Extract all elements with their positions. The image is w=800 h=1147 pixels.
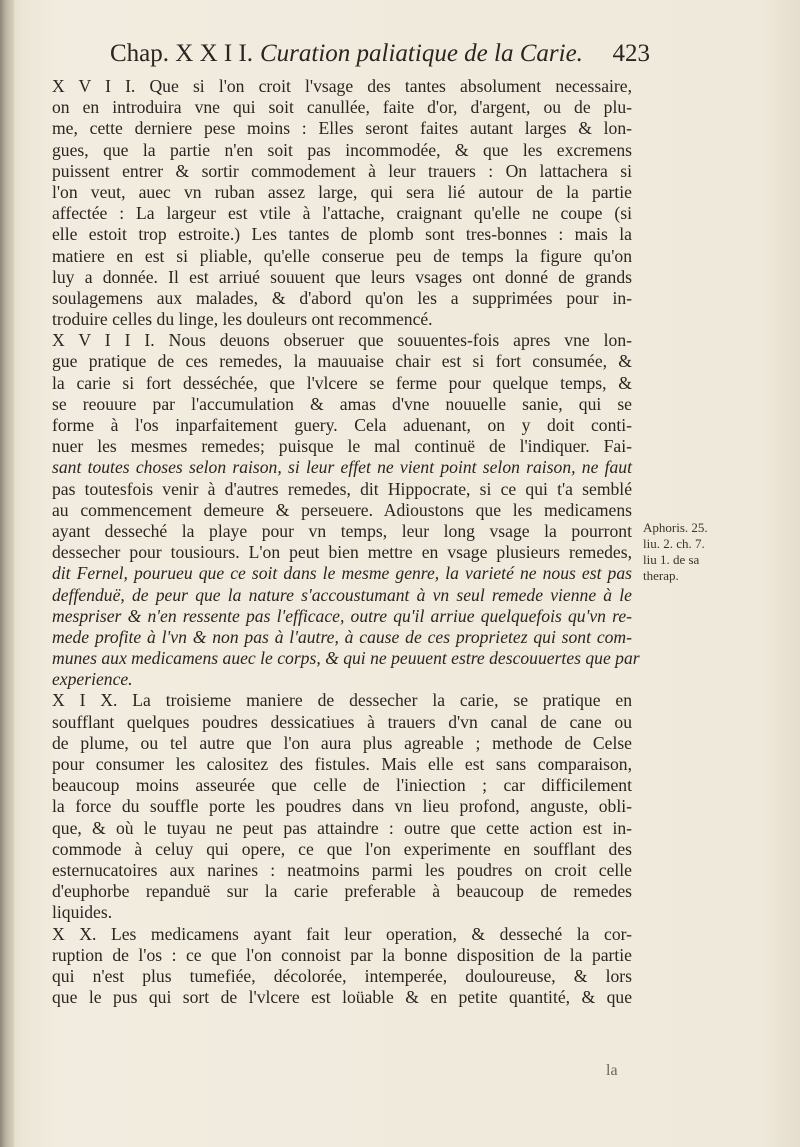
text-line: esternucatoires aux narines : neatmoins parmi les poudres on croit celle: [52, 859, 632, 880]
text-line: la force du souffle porte les poudres dans vn lieu profond, angustе, obli-: [52, 796, 632, 817]
text-line: puissent entrer & sortir commodement à leur trauers : On lattachera si: [52, 160, 632, 181]
body-text: [52, 76, 640, 1008]
margin-note-line: Aphoris. 25.: [643, 520, 708, 535]
text-line: liquides.: [52, 902, 113, 923]
text-line: commode à celuy qui opere, ce que l'on experimente en soufflant des: [52, 838, 632, 859]
text-line: mespriser & n'en ressente pas l'efficace, outre qu'il arriue quelquefois qu'vn re-: [52, 605, 632, 626]
text-line: affectée : La largeur est vtile à l'attache, craignant qu'elle ne coupe (si: [52, 203, 632, 224]
margin-note-line: liu 1. de sa: [643, 552, 700, 567]
text-line: au commencement demeure & perseuere. Adioustons que les medicamens: [52, 499, 632, 520]
text-line: que le pus qui sort de l'vlcere est loüable & en petite quantité, & que: [52, 987, 632, 1008]
text-line: troduire celles du linge, les douleurs ont recommencé.: [52, 309, 433, 330]
chapter-label: Chap. X X I I.: [110, 40, 254, 67]
text-line: de plume, ou tel autre que l'on aura plus agreable ; methode de Celse: [52, 732, 632, 753]
page-number: 423: [612, 40, 650, 67]
text-line: luy a donnée. Il est arriué souuent que leurs vsages ont donné de grands: [52, 266, 632, 287]
margin-note-line: therap.: [643, 568, 679, 583]
text-line: pas toutesfois venir à d'autres remedes, dit Hippocrate, si ce qui t'a semblé: [52, 478, 632, 499]
text-line: se reouure par l'accumulation & amas d'vne nouuelle sanie, qui se: [52, 393, 632, 414]
margin-note-line: liu. 2. ch. 7.: [643, 536, 705, 551]
text-line: X X. Les medicamens ayant fait leur operation, & desseché la cor-: [52, 923, 632, 944]
text-line: d'euphorbe repanduë sur la carie preferable à beaucoup de remedes: [52, 881, 632, 902]
catchword: la: [606, 1062, 618, 1079]
text-line: beaucoup moins asseurée que celle de l'iniection ; car difficilement: [52, 775, 632, 796]
text-line: X I X. La troisieme maniere de dessecher la carie, se pratique en: [52, 690, 632, 711]
text-line: deffenduë, de peur que la nature s'accoustumant à vn seul remede vienne à le: [52, 584, 632, 605]
chapter-title: Curation paliatique de la Carie.: [260, 40, 583, 67]
text-line: munes aux medicamens auec le corps, & qui ne peuuent estre descouuertes que par: [52, 648, 640, 669]
text-line: soufflant quelques poudres dessicatiues à trauers d'vn canal de cane ou: [52, 711, 632, 732]
text-line: l'on veut, auec vn ruban assez large, qui sera lié autour de la partie: [52, 181, 632, 202]
text-line: dit Fernel, pourueu que ce soit dans le mesme genre, la varieté ne nous est pas: [52, 563, 632, 584]
marginal-reference: [643, 520, 753, 584]
text-line: la carie si fort desséchée, que l'vlcere se ferme pour quelque temps, &: [52, 372, 632, 393]
text-line: sant toutes choses selon raison, si leur effet ne vient point selon raison, ne faut: [52, 457, 632, 478]
text-line: ayant desseché la playe pour vn temps, leur long vsage la pourront: [52, 520, 632, 541]
text-line: matiere en est si pliable, qu'elle conserue peu de temps la figure qu'on: [52, 245, 632, 266]
text-line: X V I I. Que si l'on croit l'vsage des tantes absolument necessaire,: [52, 76, 632, 96]
text-line: X V I I I. Nous deuons obseruer que souuentes-fois apres vne lon-: [52, 330, 632, 351]
text-line: soulagemens aux malades, & d'abord qu'on les a supprimées pour in-: [52, 287, 632, 308]
page-gutter: [0, 0, 14, 1147]
text-line: me, cette derniere pese moins : Elles seront faites autant larges & lon-: [52, 118, 632, 139]
text-line: elle estoit trop estroite.) Les tantes de plomb sont tres-bonnes : mais la: [52, 224, 632, 245]
text-line: nuer les mesmes remedes; puisque le mal continuë de l'indiquer. Fai-: [52, 436, 632, 457]
text-line: on en introduira vne qui soit canullée, faite d'or, d'argent, ou de plu-: [52, 97, 632, 118]
text-line: pour consumer les calositez des fistules. Mais elle est sans comparaison,: [52, 754, 632, 774]
text-line: qui n'est plus tumefiée, décolorée, intemperée, douloureuse, & lors: [52, 965, 632, 986]
text-line: gues, que la partie n'en soit pas incommodée, & que les excremens: [52, 139, 632, 160]
text-line: que, & où le tuyau ne peut pas attaindre : outre que cette action est in-: [52, 817, 632, 838]
running-header: [110, 40, 650, 76]
text-line: forme à l'os inparfaitement guery. Cela aduenant, on y doit conti-: [52, 415, 632, 435]
text-line: dessecher pour tousiours. L'on peut bien mettre en vsage plusieurs remedes,: [52, 542, 632, 563]
text-line: ruption de l'os : ce que l'on connoist par la bonne disposition de la partie: [52, 944, 632, 965]
text-line: gue pratique de ces remedes, la mauuaise chair est si fort consumée, &: [52, 351, 632, 372]
text-line: mede profite à l'vn & non pas à l'autre, à cause de ces proprietez qui sont com-: [52, 626, 632, 647]
text-line: experience.: [52, 669, 133, 690]
